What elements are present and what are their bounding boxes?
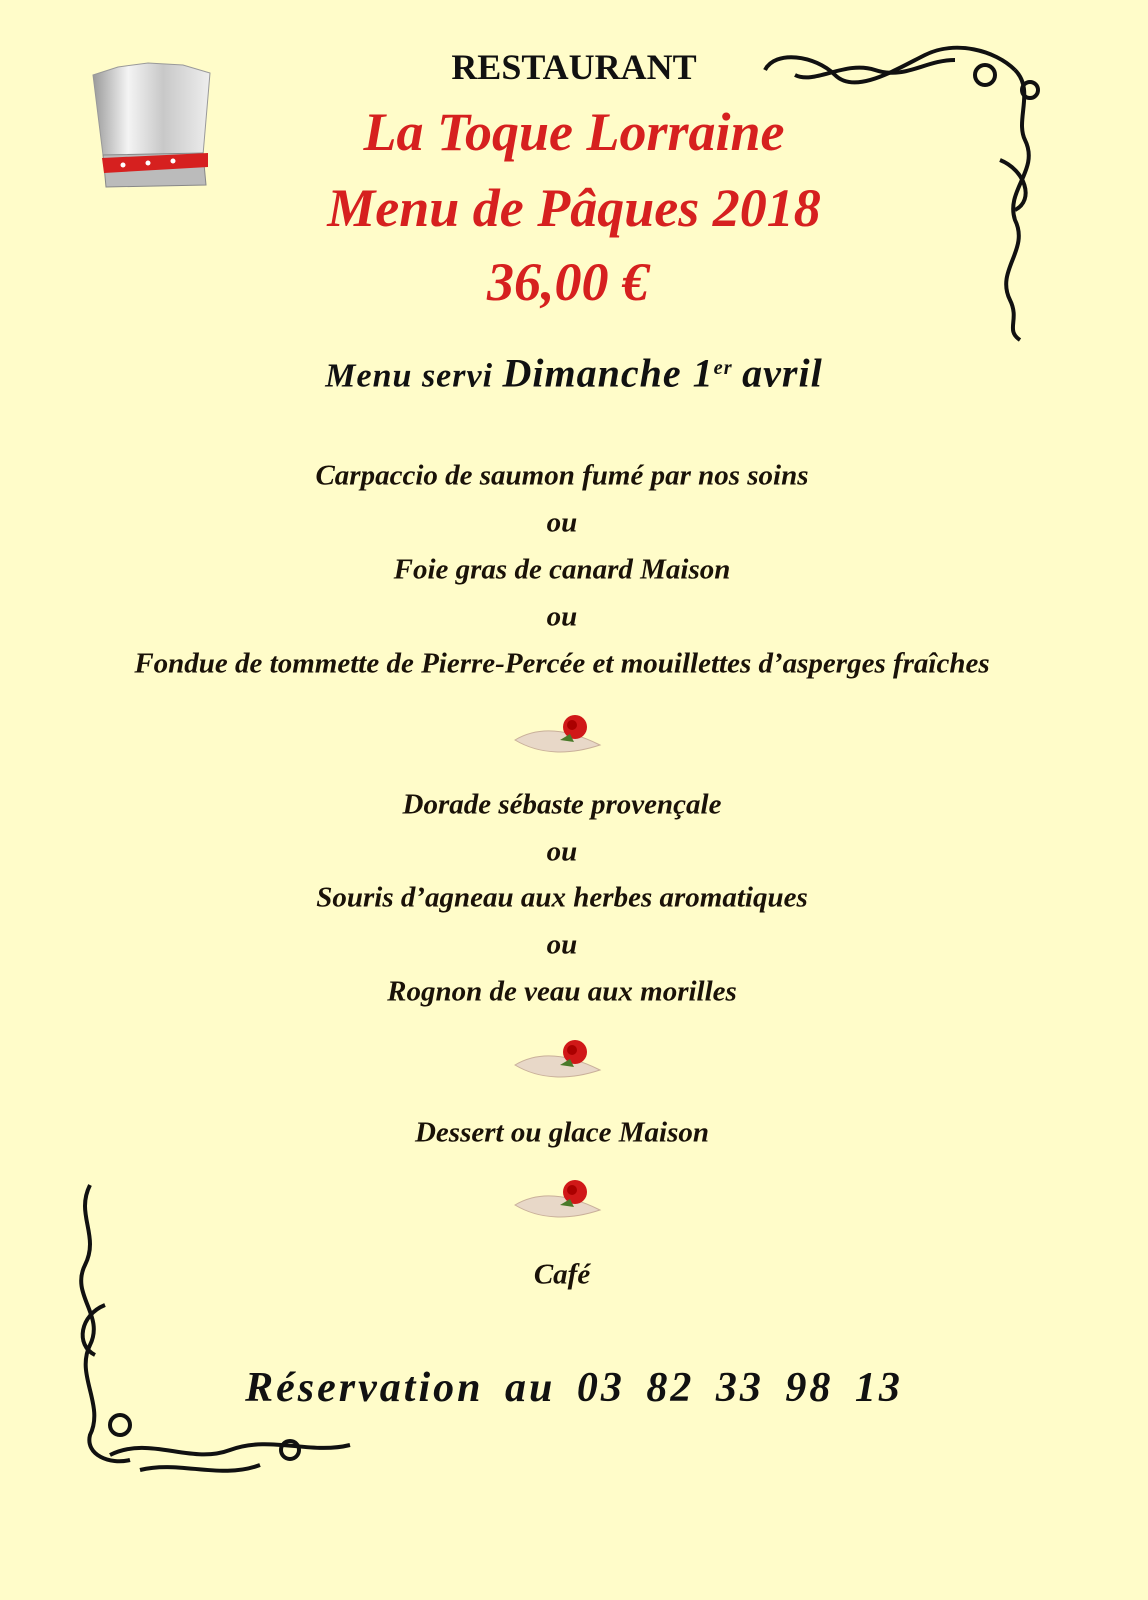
rose-divider-icon [510,705,610,765]
menu-price: 36,00 € [487,252,649,312]
or-separator: ou [546,835,578,868]
served-prefix: Menu servi [325,357,494,395]
dessert: Dessert ou glace Maison [414,1116,710,1149]
restaurant-name: La Toque Lorraine [363,102,785,162]
reservation-phone: Réservation au 03 82 33 98 13 [245,1365,903,1411]
ornament-bottom-left [50,1175,370,1495]
main-1: Dorade sébaste provençale [402,788,722,821]
menu-title: Menu de Pâques 2018 [327,178,821,238]
restaurant-label: RESTAURANT [451,47,697,87]
starter-2: Foie gras de canard Maison [393,553,731,586]
coffee: Café [533,1258,591,1291]
rose-divider-icon [510,1030,610,1090]
or-separator: ou [546,600,578,633]
served-sup: er [713,357,733,380]
main-2: Souris d’agneau aux herbes aromatiques [316,881,808,914]
rose-divider-icon [510,1170,610,1230]
starter-3: Fondue de tommette de Pierre-Percée et mouillettes d’asperges fraîches [134,647,990,680]
served-month: avril [742,350,823,396]
starter-1: Carpaccio de saumon fumé par nos soins [315,459,809,492]
served-date [0,350,1148,397]
served-day: Dimanche 1 [502,350,714,396]
or-separator: ou [546,506,578,539]
main-3: Rognon de veau aux morilles [387,975,737,1008]
or-separator: ou [546,928,578,961]
